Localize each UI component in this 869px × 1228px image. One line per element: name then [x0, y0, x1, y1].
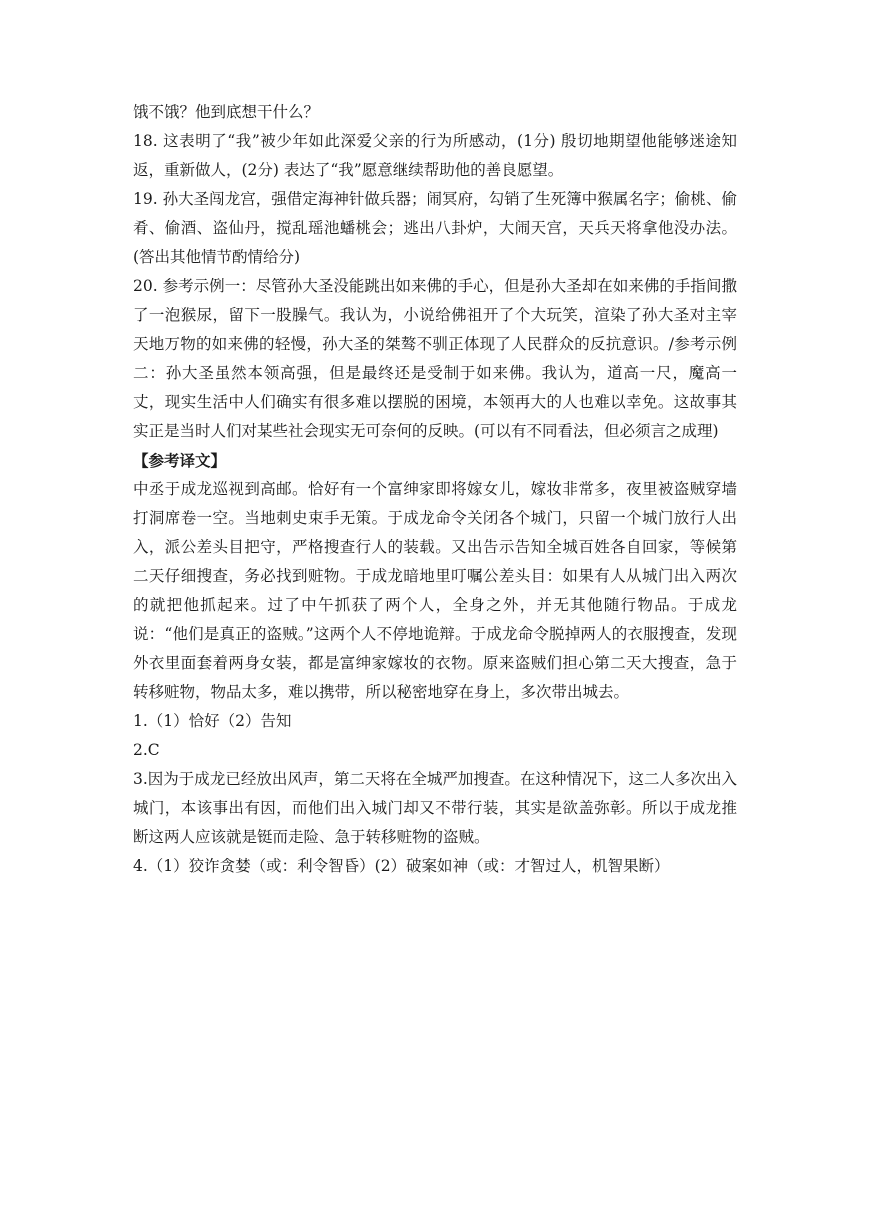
answer-4-text: 4.（1）狡诈贪婪（或：利令智昏）(2）破案如神（或：才智过人，机智果断）: [133, 857, 670, 875]
answer-19-text: 19. 孙大圣闯龙宫，强借定海神针做兵器；闹冥府，勾销了生死簿中猴属名字；偷桃、偷肴、偷酒、盗仙丹，搅乱瑶池蟠桃会；逃出八卦炉，大闹天宫，天兵天将拿他没办法。(答出其他情节酌情给分): [133, 190, 737, 266]
answer-1-text: 1.（1）恰好（2）告知: [133, 712, 292, 730]
answer-2-text: 2.C: [133, 741, 160, 759]
answer-18-text: 18. 这表明了“我”被少年如此深爱父亲的行为所感动，(1分) 殷切地期望他能够迷途知返，重新做人，(2分) 表达了“我”愿意继续帮助他的善良愿望。: [133, 132, 737, 179]
answer-20-text: 20. 参考示例一：尽管孙大圣没能跳出如来佛的手心，但是孙大圣却在如来佛的手指间撒了一泡猴尿，留下一股臊气。我认为，小说给佛祖开了个大玩笑，渲染了孙大圣对主宰天地万物的如来佛的轻慢，孙大圣的桀骜不驯正体现了人民群众的反抗意识。/参考示例二：孙大圣虽然本领高强，但是最终还是受制于如来佛。我认为，道高一尺，魔高一丈，现实生活中人们确实有很多难以摆脱的困境，本领再大的人也难以幸免。这故事其实正是当时人们对某些社会现实无可奈何的反映。(可以有不同看法，但必须言之成理): [133, 277, 737, 440]
answer-3-text: 3.因为于成龙已经放出风声，第二天将在全城严加搜查。在这种情况下，这二人多次出入城门，本该事出有因，而他们出入城门却又不带行装，其实是欲盖弥彰。所以于成龙推断这两人应该就是铤而走险、急于转移赃物的盗贼。: [133, 770, 737, 846]
answer-continuation-text: 饿不饿？他到底想干什么？: [133, 103, 320, 121]
reference-translation-text: 中丞于成龙巡视到高邮。恰好有一个富绅家即将嫁女儿，嫁妆非常多，夜里被盗贼穿墙打洞席卷一空。当地刺史束手无策。于成龙命令关闭各个城门，只留一个城门放行人出入，派公差头目把守，严格搜查行人的装载。又出告示告知全城百姓各自回家，等候第二天仔细搜查，务必找到赃物。于成龙暗地里叮嘱公差头目：如果有人从城门出入两次的就把他抓起来。过了中午抓获了两个人，全身之外，并无其他随行物品。于成龙说：“他们是真正的盗贼。”这两个人不停地诡辩。于成龙命令脱掉两人的衣服搜查，发现外衣里面套着两身女装，都是富绅家嫁妆的衣物。原来盗贼们担心第二天大搜查，急于转移赃物，物品太多，难以携带，所以秘密地穿在身上，多次带出城去。: [133, 480, 737, 701]
document-page: [133, 98, 737, 881]
reference-translation-heading: 【参考译文】: [133, 451, 227, 470]
